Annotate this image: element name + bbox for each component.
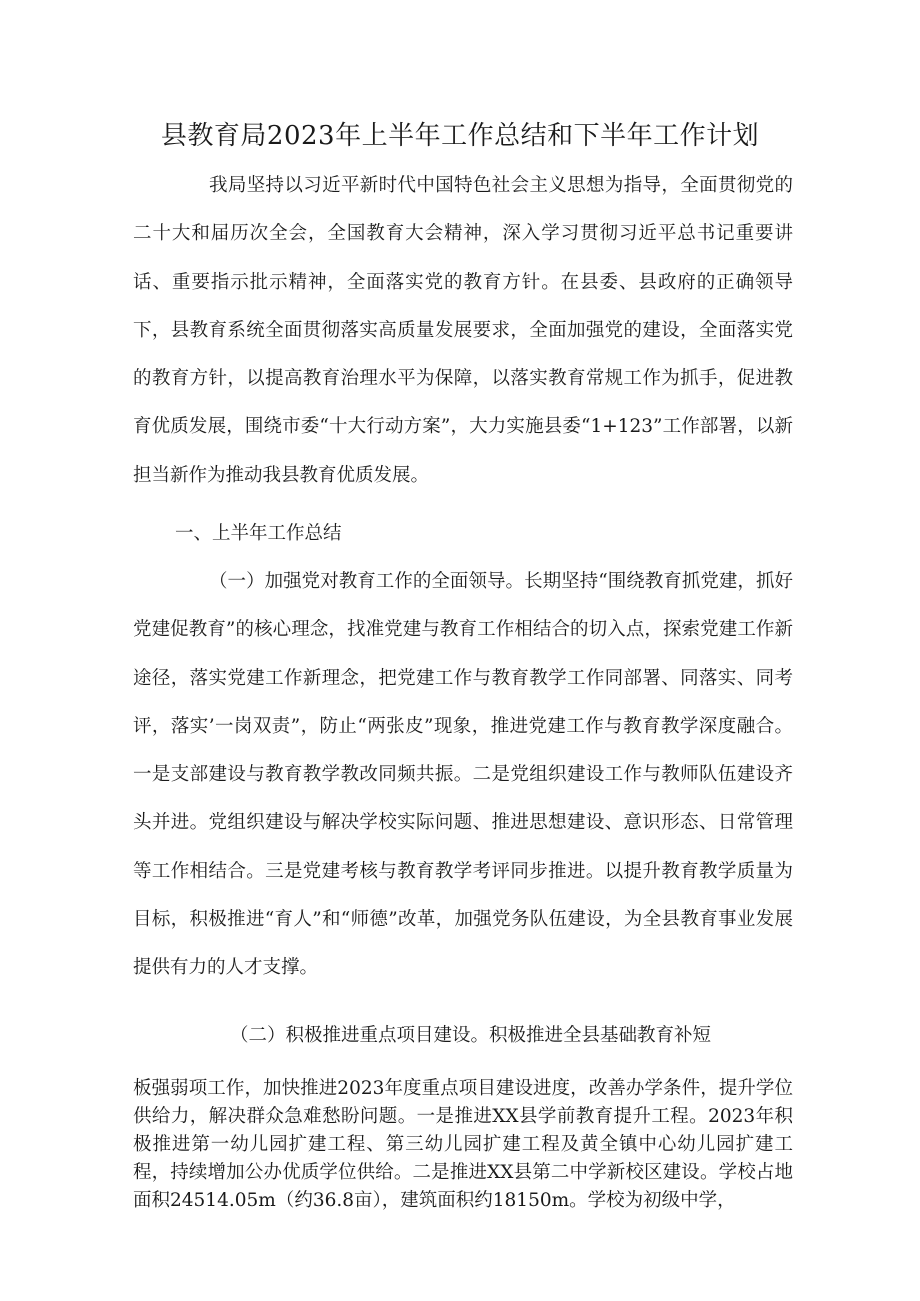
intro-paragraph: 我局坚持以习近平新时代中国特色社会主义思想为指导，全面贯彻党的二十大和届历次全会，全国教育大会精神，深入学习贯彻习近平总书记重要讲话、重要指示批示精神，全面落实党的教育方针。在县委、县政府的正确领导下，县教育系统全面贯彻落实高质量发展要求，全面加强党的建设，全面落实党的教育方针，以提高教育治理水平为保障，以落实教育常规工作为抓手，促进教育优质发展，围绕市委“十大行动方案”，大力实施县委“1+123”工作部署，以新担当新作为推动我县教育优质发展。 (133, 175, 793, 486)
section-paragraph: （一）加强党对教育工作的全面领导。长期坚持“围绕教育抓党建，抓好党建促教育”的核心理念，找准党建与教育工作相结合的切入点，探索党建工作新途径，落实党建工作新理念，把党建工作与教育教学工作同部署、同落实、同考评，落实’一岗双责”，防止“两张皮”现象，推进党建工作与教育教学深度融合。一是支部建设与教育教学教改同频共振。二是党组织建设工作与教师队伍建设齐头并进。党组织建设与解决学校实际问题、推进思想建设、意识形态、日常管理等工作相结合。三是党建考核与教育教学考评同步推进。以提升教育教学质量为目标，积极推进“育人”和“师德”改革，加强党务队伍建设，为全县教育事业发展提供有力的人才支撑。 (133, 571, 793, 979)
section-paragraph-body: 板强弱项工作，加快推进2023年度重点项目建设进度，改善办学条件，提升学位供给力，解决群众急难愁盼问题。一是推进XX县学前教育提升工程。2023年积极推进第一幼儿园扩建工程、第三幼儿园扩建工程及黄全镇中心幼儿园扩建工程，持续增加公办优质学位供给。二是推进XX县第二中学新校区建设。学校占地面积24514.05m（约36.8亩），建筑面积约18150m。学校为初级中学， (133, 1078, 793, 1211)
subsection-heading: （二）积极推进重点项目建设。积极推进全县基础教育补短 (230, 1025, 712, 1046)
document-title: 县教育局2023年上半年工作总结和下半年工作计划 (160, 121, 760, 151)
section-heading: 一、上半年工作总结 (175, 523, 342, 544)
